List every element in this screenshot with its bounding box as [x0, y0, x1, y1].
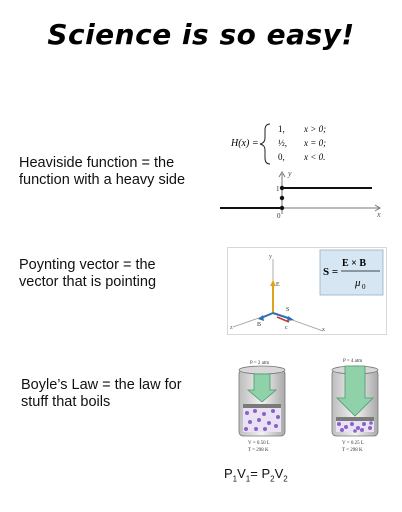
caption-line: function with a heavy side [19, 172, 186, 188]
y-axis-label: y [288, 169, 292, 178]
caption-boyle [21, 377, 182, 411]
heaviside-figure [220, 118, 390, 226]
label-s: S [286, 307, 290, 313]
eq-equals: = [250, 466, 262, 481]
right-temperature: T = 298 K [342, 448, 363, 453]
eq-p2: P [261, 466, 271, 481]
axis-y-label: y [269, 254, 272, 260]
piston [336, 417, 374, 421]
eq-v2: V [274, 466, 284, 481]
step-point [280, 206, 284, 210]
formula-denominator-sub: 0 [362, 283, 366, 291]
axis-x-label: x [322, 327, 325, 333]
label-b: B [257, 322, 262, 328]
eq-v1: V [237, 466, 246, 481]
boyle-equation [224, 466, 288, 484]
case-condition: x > 0; [304, 124, 327, 134]
left-volume: V = 0.50 L [248, 441, 270, 446]
gas-region [243, 408, 281, 432]
eq-sub: 2 [283, 474, 288, 484]
label-c: c [285, 325, 288, 331]
case-condition: x = 0; [304, 138, 327, 148]
eq-sub: 1 [232, 474, 238, 484]
left-temperature: T = 298 K [248, 448, 269, 453]
formula-lhs: S = [323, 266, 339, 278]
cylinder-rim [239, 366, 285, 374]
tick-zero-label: 0 [277, 212, 281, 220]
page-title: Science is so easy! [47, 18, 355, 51]
brace-icon [260, 124, 270, 164]
step-point [280, 186, 284, 190]
eq-sub: 1 [245, 474, 251, 484]
case-value: 1, [278, 124, 285, 134]
poynting-figure [227, 247, 387, 335]
caption-heaviside [19, 155, 185, 189]
heaviside-lhs: H(x) = [231, 138, 259, 149]
caption-line: Poynting vector = the [19, 257, 156, 273]
step-point [280, 196, 284, 200]
left-pressure: P = 2 atm [250, 361, 270, 366]
formula-numerator: E × B [342, 258, 367, 269]
right-pressure: P = 4 atm [343, 359, 363, 364]
axis-z-label: z [230, 325, 233, 331]
eq-p1: P [224, 466, 233, 481]
caption-line: vector that is pointing [19, 274, 157, 290]
label-e: E [276, 282, 280, 288]
right-volume: V = 0.25 L [342, 441, 364, 446]
caption-line: Boyle’s Law = the law for [21, 377, 182, 393]
case-value: 0, [278, 152, 285, 162]
eq-sub: 2 [270, 474, 275, 484]
caption-line: Heaviside function = the [19, 155, 175, 171]
x-axis-label: x [377, 210, 381, 219]
caption-poynting [19, 257, 156, 291]
piston [243, 404, 281, 408]
case-value: ½, [278, 138, 287, 148]
tick-one-label: 1 [276, 185, 280, 193]
formula-denominator: μ [355, 277, 361, 289]
case-condition: x < 0. [304, 152, 326, 162]
caption-line: stuff that boils [21, 394, 111, 410]
